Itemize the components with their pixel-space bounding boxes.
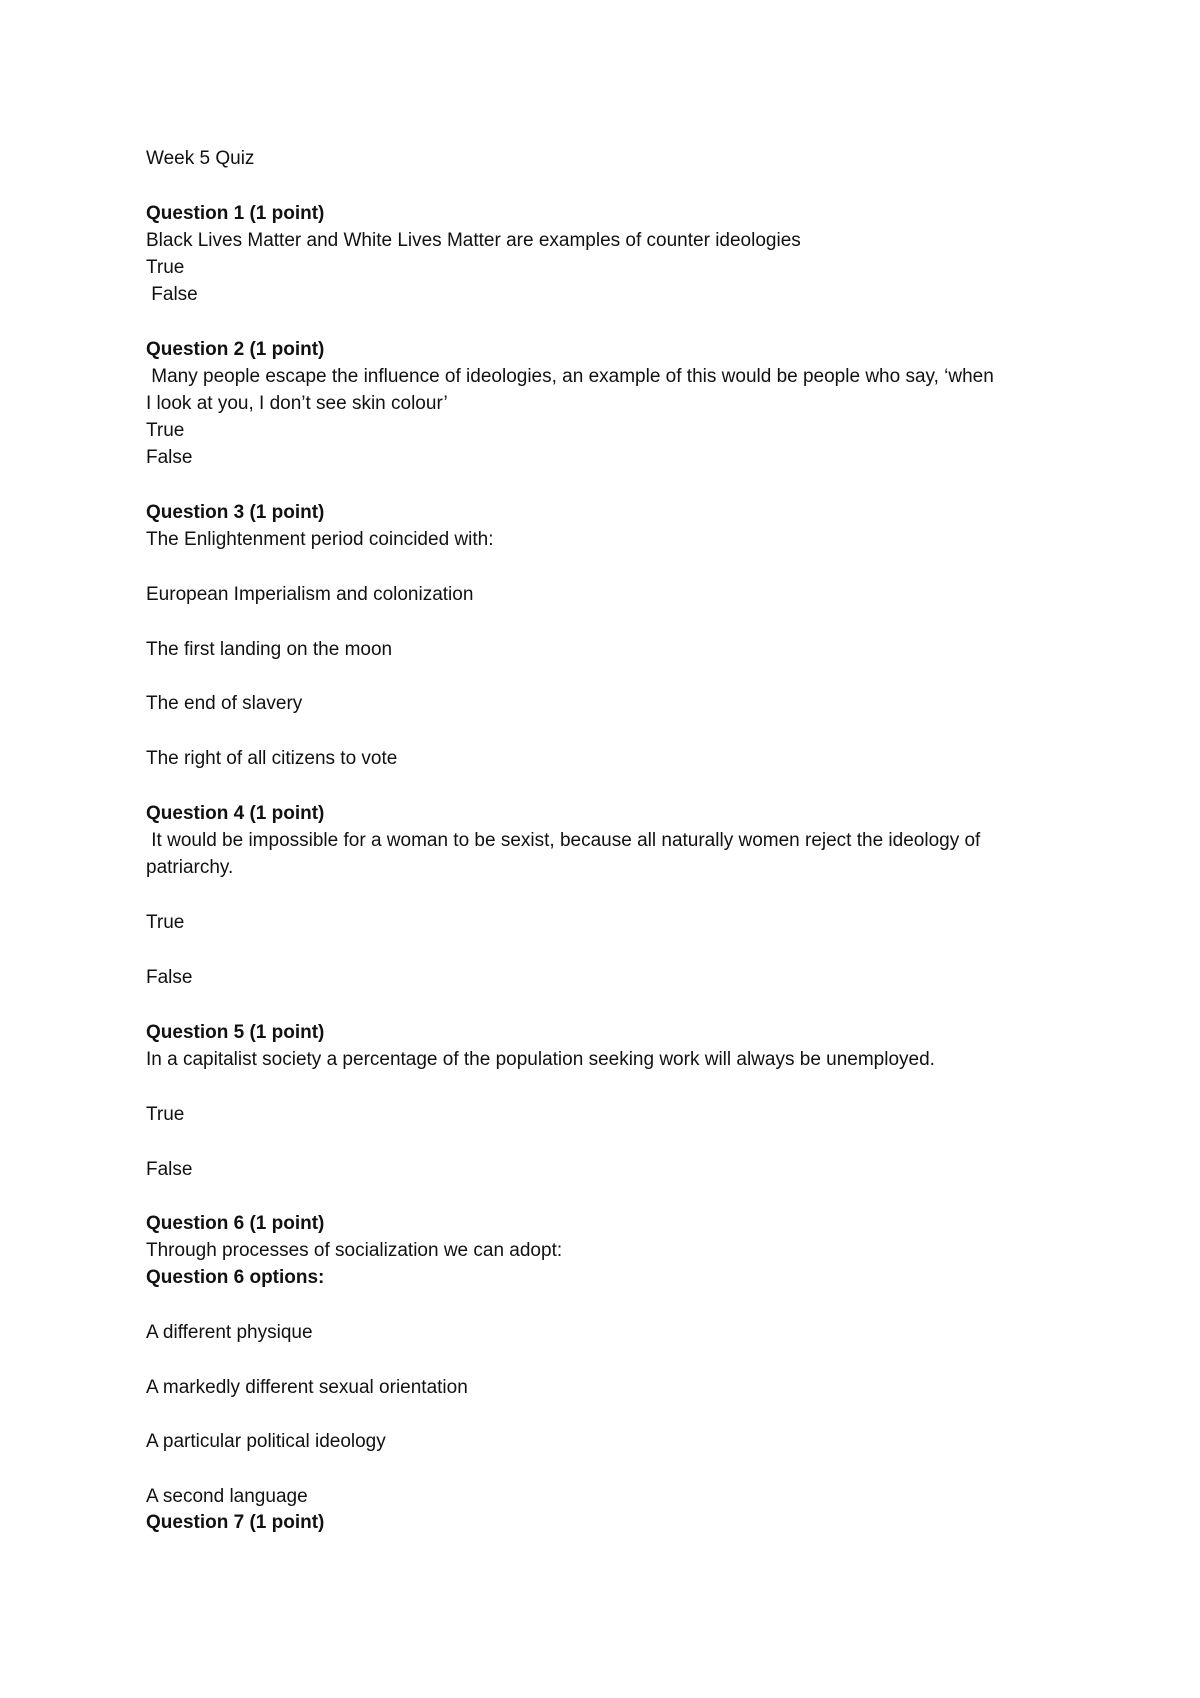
question-5-option-false: False xyxy=(146,1159,193,1180)
question-2-option-false: False xyxy=(146,447,193,468)
question-1-heading: Question 1 (1 point) xyxy=(146,203,325,224)
question-3-option-4: The right of all citizens to vote xyxy=(146,748,398,769)
question-2-option-true: True xyxy=(146,420,185,441)
question-6-heading: Question 6 (1 point) xyxy=(146,1213,325,1234)
question-5-option-true: True xyxy=(146,1104,185,1125)
question-5-heading: Question 5 (1 point) xyxy=(146,1022,325,1043)
question-6-text: Through processes of socialization we can adopt: xyxy=(146,1240,563,1261)
question-6-option-1: A different physique xyxy=(146,1322,313,1343)
question-3-option-2: The first landing on the moon xyxy=(146,639,393,660)
question-4-option-true: True xyxy=(146,912,185,933)
question-6-option-3: A particular political ideology xyxy=(146,1431,386,1452)
document-title: Week 5 Quiz xyxy=(146,148,255,169)
question-3-option-1: European Imperialism and colonization xyxy=(146,584,474,605)
question-6-option-4: A second language xyxy=(146,1486,308,1507)
question-3-heading: Question 3 (1 point) xyxy=(146,502,325,523)
question-4-text-line-1: It would be impossible for a woman to be sexist, because all naturally women reject the ideology of xyxy=(146,830,981,851)
question-2-text-line-1: Many people escape the influence of ideologies, an example of this would be people who say, ‘when xyxy=(146,366,994,387)
question-4-option-false: False xyxy=(146,967,193,988)
question-6-options-label: Question 6 options: xyxy=(146,1267,325,1288)
question-6-option-2: A markedly different sexual orientation xyxy=(146,1377,468,1398)
question-3-option-3: The end of slavery xyxy=(146,693,303,714)
question-1-option-false: False xyxy=(146,284,198,305)
question-2-heading: Question 2 (1 point) xyxy=(146,339,325,360)
question-1-text: Black Lives Matter and White Lives Matter are examples of counter ideologies xyxy=(146,230,801,251)
question-7-heading: Question 7 (1 point) xyxy=(146,1512,325,1533)
question-4-heading: Question 4 (1 point) xyxy=(146,803,325,824)
question-2-text-line-2: I look at you, I don’t see skin colour’ xyxy=(146,393,448,414)
question-4-text-line-2: patriarchy. xyxy=(146,857,234,878)
question-1-option-true: True xyxy=(146,257,185,278)
question-5-text: In a capitalist society a percentage of the population seeking work will always be unemployed. xyxy=(146,1049,935,1070)
question-3-text: The Enlightenment period coincided with: xyxy=(146,529,494,550)
